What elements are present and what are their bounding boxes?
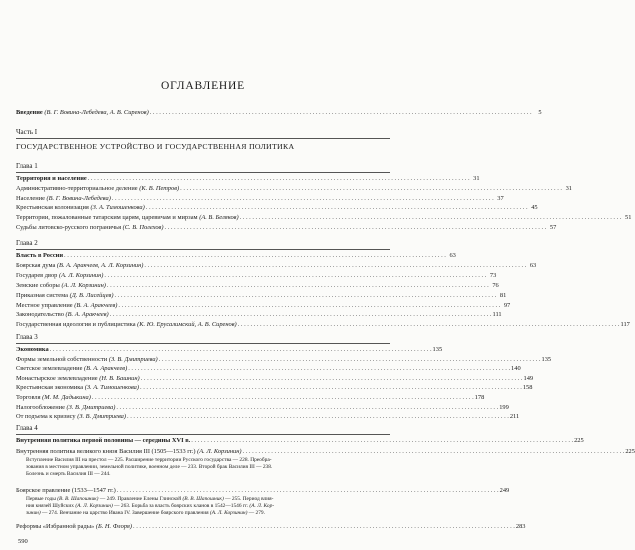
entry-title: Монастырское землевладение — [16, 374, 98, 382]
divider — [16, 249, 390, 250]
entry-authors: (М. М. Дадыкина) — [42, 394, 91, 401]
entry-title: Территории, пожалованные татарским царям, царевичам и мирзам — [16, 214, 198, 222]
entry-authors: (З. А. Тимошенкова) — [84, 384, 140, 392]
divider — [16, 343, 390, 344]
divider — [16, 434, 390, 435]
toc-entry[interactable] — [16, 214, 632, 222]
entry-title: Территория и население — [16, 175, 87, 182]
page-ref: 57 — [549, 224, 557, 231]
page-ref: 45 — [531, 204, 538, 212]
entry-authors: (В. А. Аракчеев) — [84, 365, 128, 373]
toc-entry[interactable] — [16, 184, 572, 193]
entry-authors: (З. В. Дмитриева) — [66, 403, 116, 411]
page-ref: 63 — [529, 261, 537, 269]
page-ref: 178 — [474, 394, 485, 401]
page-ref: 249 — [499, 487, 510, 494]
entry-title: Торговля — [16, 394, 41, 401]
chapter-label: Глава 1 — [16, 162, 38, 170]
toc-entry[interactable] — [16, 311, 502, 319]
page-number: 590 — [18, 538, 28, 545]
toc-entry[interactable] — [16, 365, 521, 373]
toc-entry[interactable] — [16, 224, 557, 232]
toc-entry[interactable] — [16, 261, 537, 270]
page-ref: 211 — [509, 413, 520, 421]
page-ref: 140 — [511, 365, 521, 373]
page-ref: 76 — [492, 281, 499, 289]
entry-authors: (В. А. Аракчеев) — [65, 311, 109, 319]
entry-title: Власть в России — [16, 252, 64, 259]
entry-authors: (В. Г. Вовина-Лебедева) — [46, 194, 111, 202]
entry-subtopics: Первые годы (В. В. Шапошник) — 249. Правление Елены Глинской (В. В. Шапошник) — 255. Период влия- ния князей Шуйских (А. Л. Корзинин) — 263. Борьба за власть боярских кланов в 1542—1546 гг. (А. Л. Кор- зинин) — 274. Венчание на царство Ивана IV. Завершение боярского правления (А. Л. Корзинин) — 279. — [26, 496, 275, 516]
toc-entry[interactable]: Боярское правление (1533—1547 гг.) . . . 249 — [16, 487, 390, 495]
part-label: Часть I — [16, 128, 38, 136]
entry-authors: (З. В. Дмитриева) — [77, 413, 127, 421]
toc-entry[interactable] — [16, 204, 538, 212]
page-ref: 135 — [432, 346, 443, 353]
toc-entry-section[interactable] — [16, 175, 480, 183]
toc-entry[interactable] — [16, 394, 485, 402]
page-ref: 81 — [499, 291, 507, 299]
page-title: ОГЛАВЛЕНИЕ — [161, 80, 245, 92]
toc-entry[interactable] — [16, 413, 520, 421]
entry-title: Местное управление — [16, 301, 73, 309]
entry-title: Население — [16, 194, 45, 202]
page-ref: 225 — [625, 448, 635, 455]
entry-title: Земские соборы — [16, 281, 60, 289]
entry-authors: (Д. В. Лисейцев) — [69, 291, 114, 299]
toc-entry-section[interactable] — [16, 252, 456, 260]
toc-entry[interactable] — [16, 194, 504, 203]
entry-title: Крестьянская экономика — [16, 384, 84, 392]
entry-authors: (К. Ю. Ерусалимский, А. В. Сиренов) — [137, 321, 237, 329]
entry-authors: (Н. В. Башнин) — [99, 374, 140, 382]
toc-entry[interactable] — [16, 281, 499, 290]
page-ref: 117 — [620, 321, 630, 329]
toc-entry[interactable] — [16, 271, 497, 280]
page-ref: 37 — [497, 194, 504, 202]
entry-title: Формы земельной собственности — [16, 355, 108, 363]
entry-title: Налогообложение — [16, 403, 65, 411]
entry-authors: (А. Л. Корзинин) — [59, 271, 104, 279]
entry-title: Административно-территориальное деление — [16, 184, 138, 192]
toc-entry[interactable] — [16, 321, 630, 329]
entry-subtopics: Вступление Василия III на престол — 225. Расширение территории Русского государства — 228. Преобра- зования в местном управлении, земельной политике, военном деле — 233. Второй брак Василия III — 238. Болезнь и смерть Василия III — 244. — [26, 457, 273, 477]
entry-title: Законодательство — [16, 311, 64, 319]
entry-title: Боярская дума — [16, 261, 56, 269]
toc-entry[interactable] — [16, 384, 533, 392]
entry-title: Судьбы литовско-русского пограничья — [16, 224, 122, 231]
entry-authors: (С. В. Полехов) — [122, 224, 164, 231]
entry-title: Крестьянская колонизация — [16, 204, 89, 212]
toc-entry[interactable] — [16, 291, 507, 300]
entry-authors: (А. В. Беляков) — [199, 214, 239, 222]
chapter-label: Глава 4 — [16, 424, 38, 432]
entry-title: Светское землевладение — [16, 365, 83, 373]
page-ref: 283 — [515, 523, 526, 530]
toc-entry[interactable] — [16, 301, 511, 310]
entry-authors: (З. В. Дмитриева) — [108, 355, 158, 363]
entry-authors: (З. А. Тимошенкова) — [90, 204, 145, 212]
toc-entry[interactable] — [16, 374, 534, 383]
page-ref: 111 — [492, 311, 502, 319]
toc-entry[interactable]: Внутренняя политика великого князя Василия III (1505—1533 гг.) (А. Л. Корзинин) . . . 225 — [16, 448, 390, 456]
page-ref: 51 — [625, 214, 632, 222]
page-ref: 199 — [499, 403, 509, 411]
entry-title: Экономика — [16, 346, 49, 353]
entry-title: Приказная система — [16, 291, 68, 299]
page-ref: 31 — [473, 175, 480, 182]
entry-title: Государев двор — [16, 271, 58, 279]
toc-entry[interactable] — [16, 355, 552, 364]
divider — [16, 172, 390, 173]
toc-entry-intro[interactable]: Введение (В. Г. Вовина-Лебедева, А. В. Сиренов) . . . 5 — [16, 109, 390, 117]
entry-authors: (В. А. Аракчеев) — [74, 301, 118, 309]
page-ref: 225 — [574, 437, 584, 444]
toc-entry[interactable] — [16, 403, 509, 412]
entry-authors: (А. Л. Корзинин) — [61, 281, 106, 289]
entry-authors: (К. В. Петров) — [139, 184, 180, 192]
page-ref: 149 — [523, 374, 534, 382]
page-ref: 63 — [449, 252, 456, 259]
page-ref: 158 — [522, 384, 533, 392]
page-ref: 73 — [489, 271, 497, 279]
toc-entry-section[interactable]: Внутренняя политика первой половины — середины XVI в. . . . 225 — [16, 437, 390, 445]
part-title: ГОСУДАРСТВЕННОЕ УСТРОЙСТВО И ГОСУДАРСТВЕННАЯ ПОЛИТИКА — [16, 142, 295, 151]
toc-entry-section[interactable] — [16, 346, 443, 354]
entry-authors: (В. А. Аракчеев, А. Л. Корзинин) — [56, 261, 144, 269]
divider — [16, 138, 390, 139]
page-ref: 5 — [538, 109, 542, 116]
chapter-label: Глава 2 — [16, 239, 38, 247]
entry-title: Государственная идеология и публицистика — [16, 321, 136, 329]
toc-entry[interactable]: Реформы «Избранной рады» (Б. Н. Флоря) . . . 283 — [16, 523, 390, 531]
page-ref: 97 — [503, 301, 511, 309]
entry-title: От подъема к кризису — [16, 413, 76, 421]
page-ref: 135 — [541, 355, 552, 363]
chapter-label: Глава 3 — [16, 333, 38, 341]
page-ref: 31 — [565, 184, 572, 192]
